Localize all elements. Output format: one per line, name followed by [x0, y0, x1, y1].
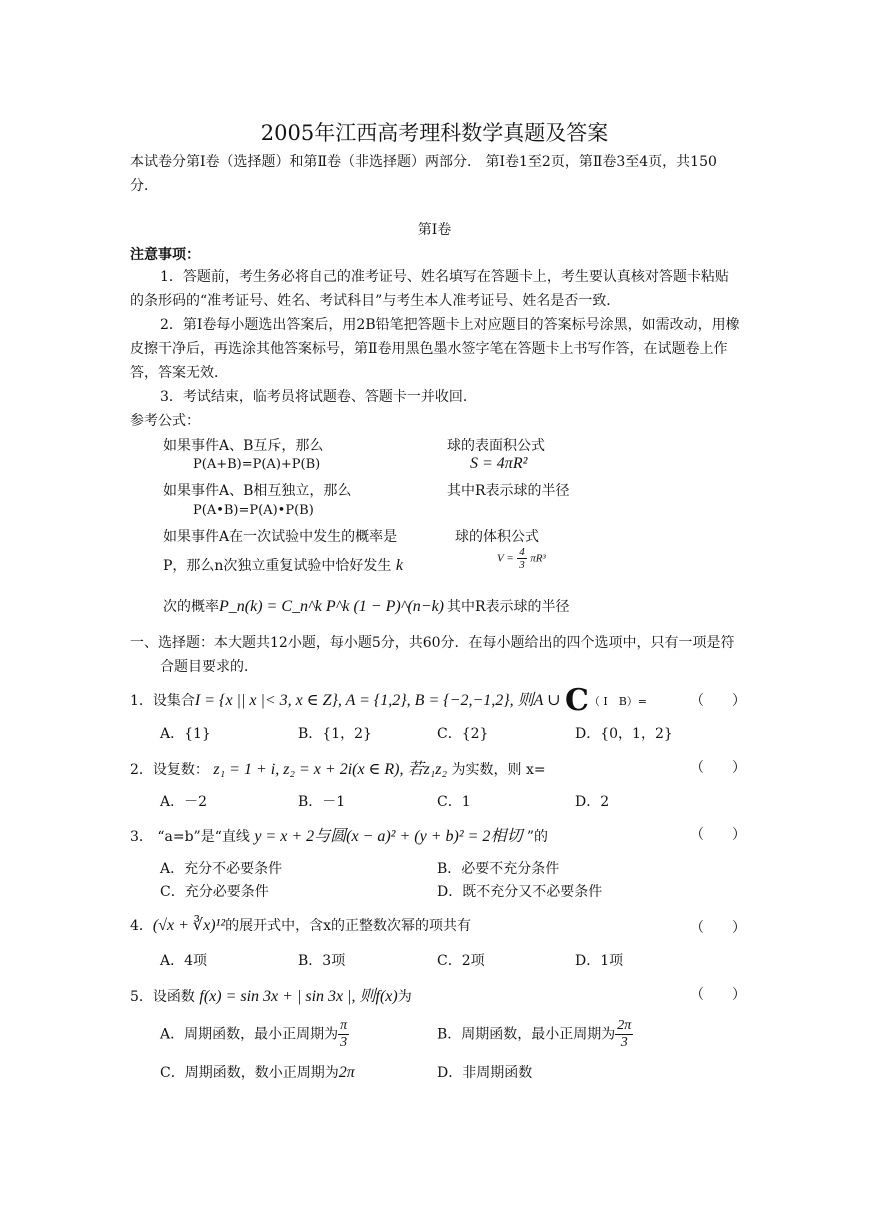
formula-left-4: P，那么n次独立重复试验中恰好发生 k — [163, 557, 403, 574]
formula-right-4: 其中R表示球的半径 — [447, 599, 570, 615]
question-5-stem: 5．设函数 f(x) = sin 3x + | sin 3x |, 则f(x)为 — [130, 988, 412, 1005]
formula-heading: 参考公式： — [130, 413, 200, 429]
q2-option-d: D．2 — [575, 794, 610, 810]
formula-right-1f: S = 4πR² — [470, 455, 528, 472]
q1-option-c: C．{2} — [437, 726, 489, 742]
q4-option-b: B．3项 — [298, 953, 346, 969]
q3-option-b: B．必要不充分条件 — [437, 861, 560, 877]
q4-option-c: C．2项 — [437, 953, 485, 969]
formula-left-2: 如果事件A、B相互独立，那么 — [163, 483, 352, 499]
formula-left-5: 次的概率P_n(k) = C_n^k P^k (1 − P)^(n−k) — [163, 598, 445, 615]
formula-right-2: 其中R表示球的半径 — [447, 483, 570, 499]
question-4-answer-paren: （ ） — [690, 920, 746, 936]
formula-right-3: 球的体积公式 — [455, 529, 539, 545]
q2-option-b: B．－1 — [298, 794, 346, 810]
q5-option-b: B．周期函数，最小正周期为 $\frac{2\pi}{3}$ — [437, 1018, 632, 1050]
q2-option-a: A．－2 — [160, 794, 208, 810]
page-title: 2005年江西高考理科数学真题及答案 — [260, 121, 609, 145]
q1-option-b: B．{1，2} — [298, 726, 372, 742]
intro-paragraph: 本试卷分第Ⅰ卷（选择题）和第Ⅱ卷（非选择题）两部分． 第Ⅰ卷1至2页，第Ⅱ卷3至4页，共150分． — [130, 154, 717, 194]
section-heading: 第Ⅰ卷 — [417, 222, 452, 238]
notice-heading: 注意事项： — [130, 247, 200, 263]
notice-2: 2．第Ⅰ卷每小题选出答案后，用2B铅笔把答题卡上对应题目的答案标号涂黑，如需改动，用橡皮擦干净后，再选涂其他答案标号，第Ⅱ卷用黑色墨水签字笔在答题卡上书写作答，在试题卷上作答，答案无效． — [130, 317, 740, 381]
formula-right-3f: V = $\frac{4}{3}$ πR³ — [497, 546, 546, 571]
formula-left-1: 如果事件A、B互斥，那么 — [163, 438, 324, 454]
q3-option-c: C．充分必要条件 — [160, 884, 269, 900]
q1-option-a: A．{1} — [160, 726, 211, 742]
question-3-answer-paren: （ ） — [690, 827, 746, 843]
notice-3: 3．考试结束，临考员将试题卷、答题卡一并收回． — [160, 389, 477, 405]
q4-option-a: A．4项 — [160, 953, 208, 969]
q2-option-c: C．1 — [437, 794, 471, 810]
question-2-answer-paren: （ ） — [690, 760, 746, 776]
formula-left-2f: P(A•B)=P(A)•P(B) — [193, 503, 314, 518]
formula-left-3: 如果事件A在一次试验中发生的概率是 — [163, 529, 398, 545]
notice-1: 1．答题前，考生务必将自己的准考证号、姓名填写在答题卡上，考生要认真核对答题卡粘贴的条形码的“准考证号、姓名、考试科目”与考生本人准考证号、姓名是否一致． — [130, 269, 729, 309]
q5-option-c: C．周期函数，数小正周期为2π — [160, 1064, 355, 1081]
q1-option-d: D．{0，1，2} — [575, 726, 673, 742]
formula-right-1: 球的表面积公式 — [447, 438, 545, 454]
q5-option-a: A．周期函数，最小正周期为 $\frac{\pi}{3}$ — [160, 1018, 348, 1050]
q4-option-d: D．1项 — [575, 953, 624, 969]
question-1-answer-paren: （ ） — [690, 693, 746, 709]
formula-left-1f: P(A+B)=P(A)+P(B) — [193, 457, 321, 472]
question-4-stem: 4．(√x + ∛x)¹²的展开式中，含x的正整数次幂的项共有 — [130, 917, 472, 934]
question-5-answer-paren: （ ） — [690, 987, 746, 1003]
question-3-stem: 3． “a=b”是“直线 y = x + 2与圆(x − a)² + (y + b)² = 2相切 ”的 — [130, 828, 549, 845]
complement-symbol: C — [564, 683, 589, 718]
q3-option-d: D．既不充分又不必要条件 — [437, 884, 603, 900]
part1-intro: 一、选择题：本大题共12小题，每小题5分，共60分．在每小题给出的四个选项中，只有一项是符合题目要求的． — [130, 635, 735, 675]
question-1-stem: 1．设集合I = {x || x |< 3, x ∈ Z}, A = {1,2}, B = {−2,−1,2}, 则A ∪ C（ I B）= — [130, 683, 648, 718]
question-2-stem: 2．设复数： z₁ = 1 + i, z₂ = x + 2i(x ∈ R), 若z₁z₂ 为实数，则 x= — [130, 761, 546, 778]
q5-option-d: D．非周期函数 — [437, 1065, 533, 1081]
q3-option-a: A．充分不必要条件 — [160, 861, 283, 877]
